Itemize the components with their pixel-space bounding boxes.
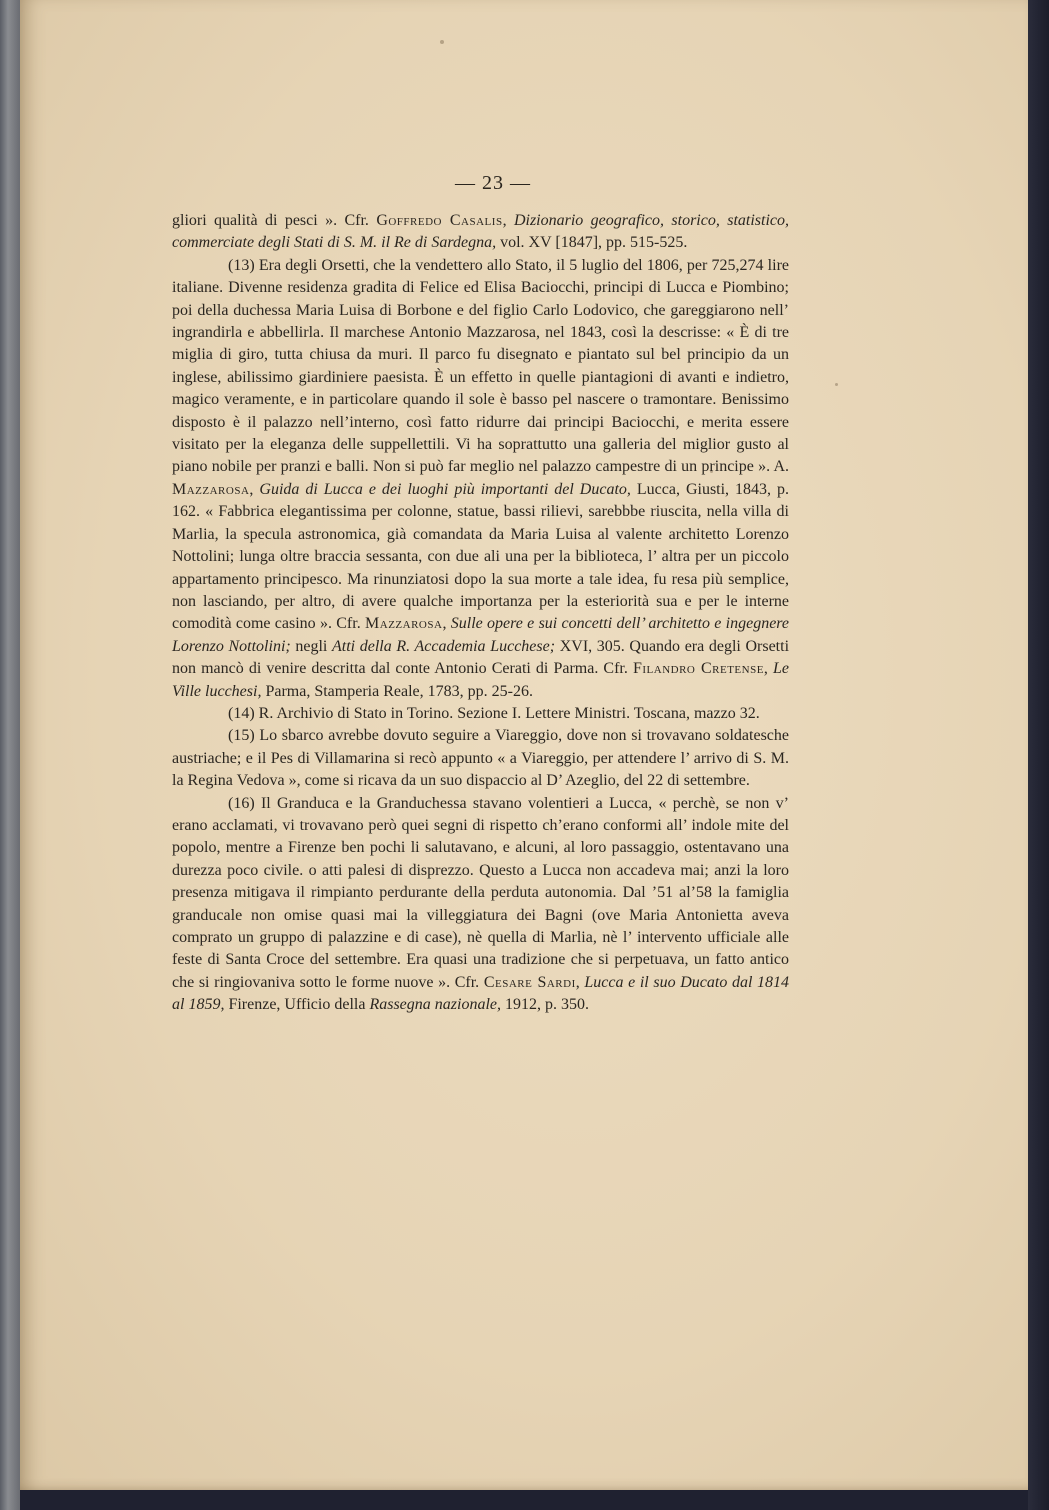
footnote-14: (14) R. Archivio di Stato in Torino. Sezione I. Lettere Ministri. Toscana, mazzo 32. [228, 704, 760, 722]
work-title: Atti della R. Accademia Lucchese; [332, 637, 556, 655]
book-page [20, 0, 1028, 1490]
work-title: Lucca e il suo Ducato dal 1814 al 1859, [172, 973, 790, 1014]
book-binding [0, 0, 20, 1510]
page-number: — 23 — [455, 172, 531, 194]
footnote-13: (13) Era degli Orsetti, che la vendettero allo Stato, il 5 luglio del 1806, per 725,274 lire italiane. Divenne residenza gradita di Felice ed Elisa Baciocchi, principi di Lucca e Piombino; poi della duchessa Maria Luisa di Borbone e del figlio Carlo Lodovico, che gareggiarono nell’ ingrandirla e abbellirla. Il marchese Antonio Mazzarosa, nel 1843, così la descrisse: « È di tre miglia di giro, tutta chiusa da muri. Il parco fu disegnato e piantato sul bel principio da un inglese, abilissimo giardiniere paesista. È un effetto in quelle piantagioni di avanti e indietro, magico veramente, e in particolare quando il sole è basso pel nascere o tramontare. Benissimo disposto è il palazzo nell’interno, così fatto ridurre dai principi Baciocchi, e merita essere visitato per la eleganza delle suppellettili. Vi ha soprattutto una galleria del miglior gusto al piano nobile per pranzi e balli. Non si può far meglio nel palazzo campestre di un principe ». A. Mazzarosa, Guida di Lucca e dei luoghi più importanti del Ducato, Lucca, Giusti, 1843, p. 162. « Fabbrica elegantissima per colonne, statue, bassi rilievi, sarebbbe riuscita, nella villa di Marlia, la specula astronomica, già comandata da Maria Luisa al valente architetto Lorenzo Nottolini; lunga oltre braccia sessanta, con due ali una per la biblioteca, l’ altra per un piccolo appartamento principesco. Ma rinunziatosi dopo la sua morte a tale idea, fu resa più semplice, non lasciando, per altro, di avere qualche importanza per la esteriorità sua e per le interne comodità come casino ». Cfr. Mazzarosa, Sulle opere e sui concetti dell’ architetto e ingegnere Lorenzo Nottolini; negli Atti della R. Accademia Lucchese; XVI, 305. Quando era degli Orsetti non mancò di venire descritta dal conte Antonio Cerati di Parma. Cfr. Filandro Cretense, Le Ville lucchesi, Parma, Stamperia Reale, 1783, pp. 25-26. [172, 256, 790, 700]
author-name: Mazzarosa [172, 480, 250, 498]
author-name: Filandro Cretense [632, 660, 764, 678]
work-title: Dizionario geografico, storico, statistico, commerciate degli Stati di S. M. il Re di Sardegna, [172, 212, 790, 252]
work-title: Rassegna nazionale, [369, 996, 501, 1014]
author-name: Mazzarosa [365, 615, 443, 633]
work-title: Le Ville lucchesi, [172, 660, 790, 700]
author-name: Cesare Sardi [483, 973, 576, 991]
footnote-16: (16) Il Granduca e la Granduchessa stavano volentieri a Lucca, « perchè, se non v’ erano acclamati, vi trovavano però quei segni di rispetto ch’erano conformi all’ indole mite del popolo, mentre a Firenze ben pochi li salutavano, e alcuni, al loro passaggio, ostentavano una durezza poco civile. o atti palesi di disprezzo. Questo a Lucca non accadeva mai; anzi la loro presenza mitigava il rimpianto perdurante della perduta autonomia. Dal ’51 al’58 la famiglia granducale non omise quasi mai la villeggiatura dei Bagni (ove Maria Antonietta aveva comprato un gruppo di palazzine e di case), nè quella di Marlia, nè l’ intervento ufficiale alle feste di Santa Croce del settembre. Era quasi una tradizione che si perpetuava, un fatto antico che si ringiovaniva sotto le forme nuove ». Cfr. Cesare Sardi, Lucca e il suo Ducato dal 1814 al 1859, Firenze, Ufficio della Rassegna nazionale, 1912, p. 350. [172, 794, 790, 1014]
author-name: Goffredo Casalis [376, 212, 503, 229]
paper-speck [440, 40, 444, 44]
footnotes-body [172, 210, 789, 1017]
note-continuation: gliori qualità di pesci ». Cfr. Goffredo Casalis, Dizionario geografico, storico, statistico, commerciate degli Stati di S. M. il Re di Sardegna, vol. XV [1847], pp. 515-525. [172, 212, 790, 252]
paper-speck [835, 383, 838, 386]
footnote-15: (15) Lo sbarco avrebbe dovuto seguire a Viareggio, dove non si trovavano soldatesche austriache; e il Pes di Villamarina si recò appunto « a Viareggio, per attendere l’ arrivo di S. M. la Regina Vedova », come si ricava da un suo dispaccio al D’ Azeglio, del 22 di settembre. [172, 727, 789, 790]
work-title: Guida di Lucca e dei luoghi più importanti del Ducato, [259, 480, 631, 498]
work-title: Sulle opere e sui concetti dell’ architetto e ingegnere Lorenzo Nottolini; [172, 615, 790, 655]
scan-background-edge [1028, 0, 1049, 1510]
